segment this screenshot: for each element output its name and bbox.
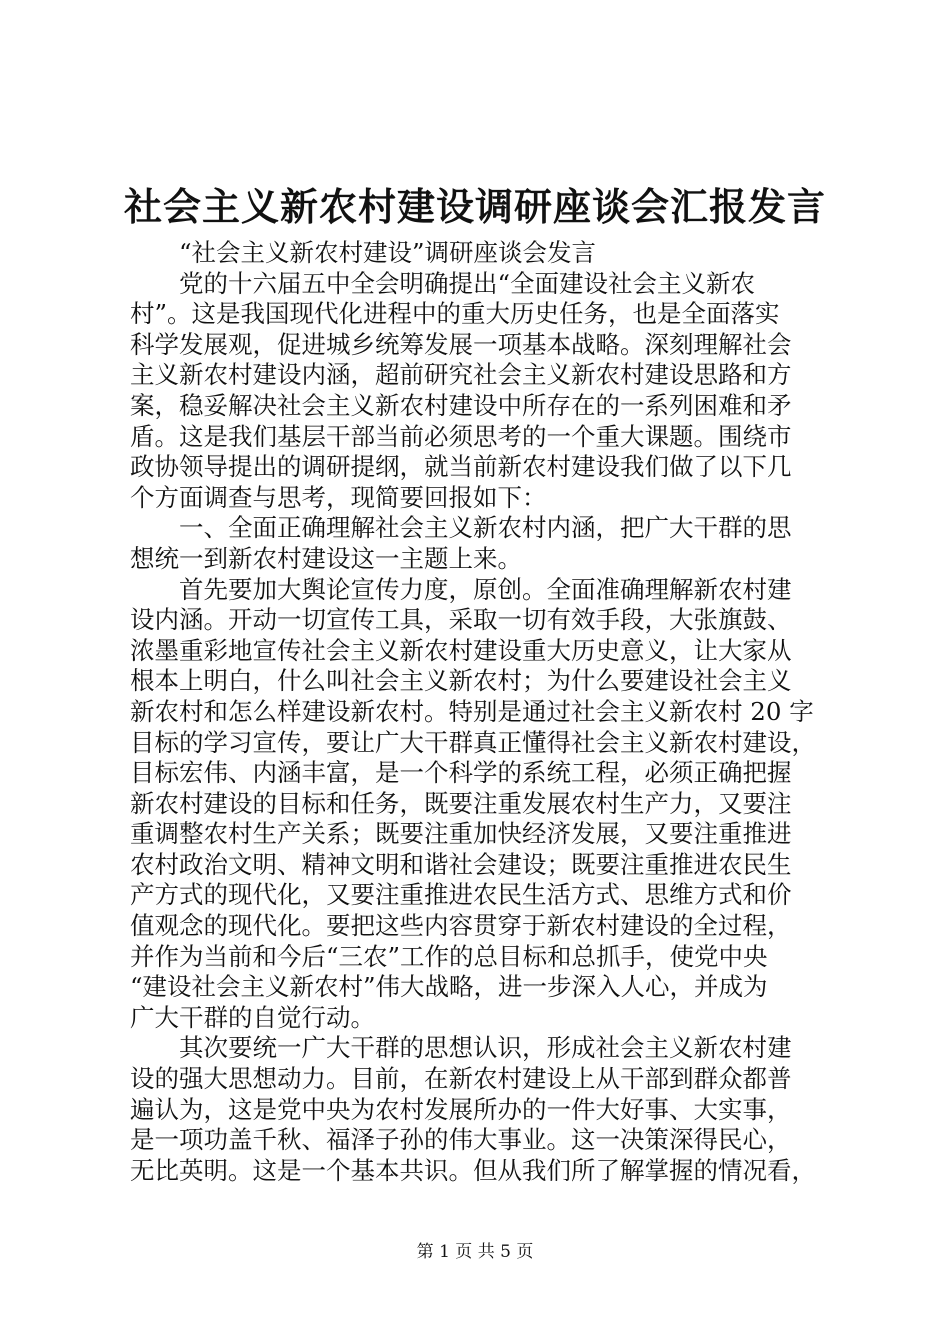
document-title: 社会主义新农村建设调研座谈会汇报发言 [123,184,826,229]
body-text-line: 目标的学习宣传，要让广大干群真正懂得社会主义新农村建设， [130,727,816,757]
body-text-line: 盾。这是我们基层干部当前必须思考的一个重大课题。围绕市 [130,421,792,451]
body-text-line: 并作为当前和今后“三农”工作的总目标和总抓手，使党中央 [130,941,768,971]
body-text-line: 个方面调查与思考，现简要回报如下： [130,482,547,512]
body-text-line: 产方式的现代化，又要注重推进农民生活方式、思维方式和价 [130,880,792,910]
body-text-line: 首先要加大舆论宣传力度，原创。全面准确理解新农村建 [130,574,792,604]
body-text-line: 主义新农村建设内涵，超前研究社会主义新农村建设思路和方 [130,360,792,390]
page-number-footer: 第 1 页 共 5 页 [416,1242,534,1262]
body-text-line: 一、全面正确理解社会主义新农村内涵，把广大干群的思 [130,513,792,543]
body-text-line: 政协领导提出的调研提纲，就当前新农村建设我们做了以下几 [130,452,792,482]
body-text-line: 其次要统一广大干群的思想认识，形成社会主义新农村建 [130,1033,792,1063]
body-text-line: 是一项功盖千秋、福泽子孙的伟大事业。这一决策深得民心， [130,1125,792,1155]
body-text-line: 广大干群的自觉行动。 [130,1002,375,1032]
body-text-line: 遍认为，这是党中央为农村发展所办的一件大好事、大实事， [130,1094,792,1124]
body-text-line: 重调整农村生产关系；既要注重加快经济发展，又要注重推进 [130,819,792,849]
body-text-line: 农村政治文明、精神文明和谐社会建设；既要注重推进农民生 [130,849,792,879]
body-text-line: 目标宏伟、内涵丰富，是一个科学的系统工程，必须正确把握 [130,758,792,788]
body-text-line: 值观念的现代化。要把这些内容贯穿于新农村建设的全过程， [130,911,792,941]
body-text-line: 党的十六届五中全会明确提出“全面建设社会主义新农 [130,268,756,298]
body-text-line: 浓墨重彩地宣传社会主义新农村建设重大历史意义，让大家从 [130,635,792,665]
body-text-line: 村”。这是我国现代化进程中的重大历史任务，也是全面落实 [130,299,780,329]
body-text-line: 设内涵。开动一切宣传工具，采取一切有效手段，大张旗鼓、 [130,605,792,635]
body-text-line: 新农村和怎么样建设新农村。特别是通过社会主义新农村 20 字 [130,696,814,726]
body-text-line: 设的强大思想动力。目前，在新农村建设上从干部到群众都普 [130,1064,792,1094]
document-body [130,238,830,1186]
body-text-line: “社会主义新农村建设”调研座谈会发言 [130,238,597,267]
body-text-line: 案，稳妥解决社会主义新农村建设中所存在的一系列困难和矛 [130,390,792,420]
body-text-line: 根本上明白，什么叫社会主义新农村；为什么要建设社会主义 [130,666,792,696]
body-text-line: 想统一到新农村建设这一主题上来。 [130,543,522,573]
body-text-line: 新农村建设的目标和任务，既要注重发展农村生产力，又要注 [130,788,792,818]
body-text-line: 无比英明。这是一个基本共识。但从我们所了解掌握的情况看， [130,1155,816,1185]
body-text-line: 科学发展观，促进城乡统筹发展一项基本战略。深刻理解社会 [130,329,792,359]
body-text-line: “建设社会主义新农村”伟大战略，进一步深入人心，并成为 [130,972,768,1002]
